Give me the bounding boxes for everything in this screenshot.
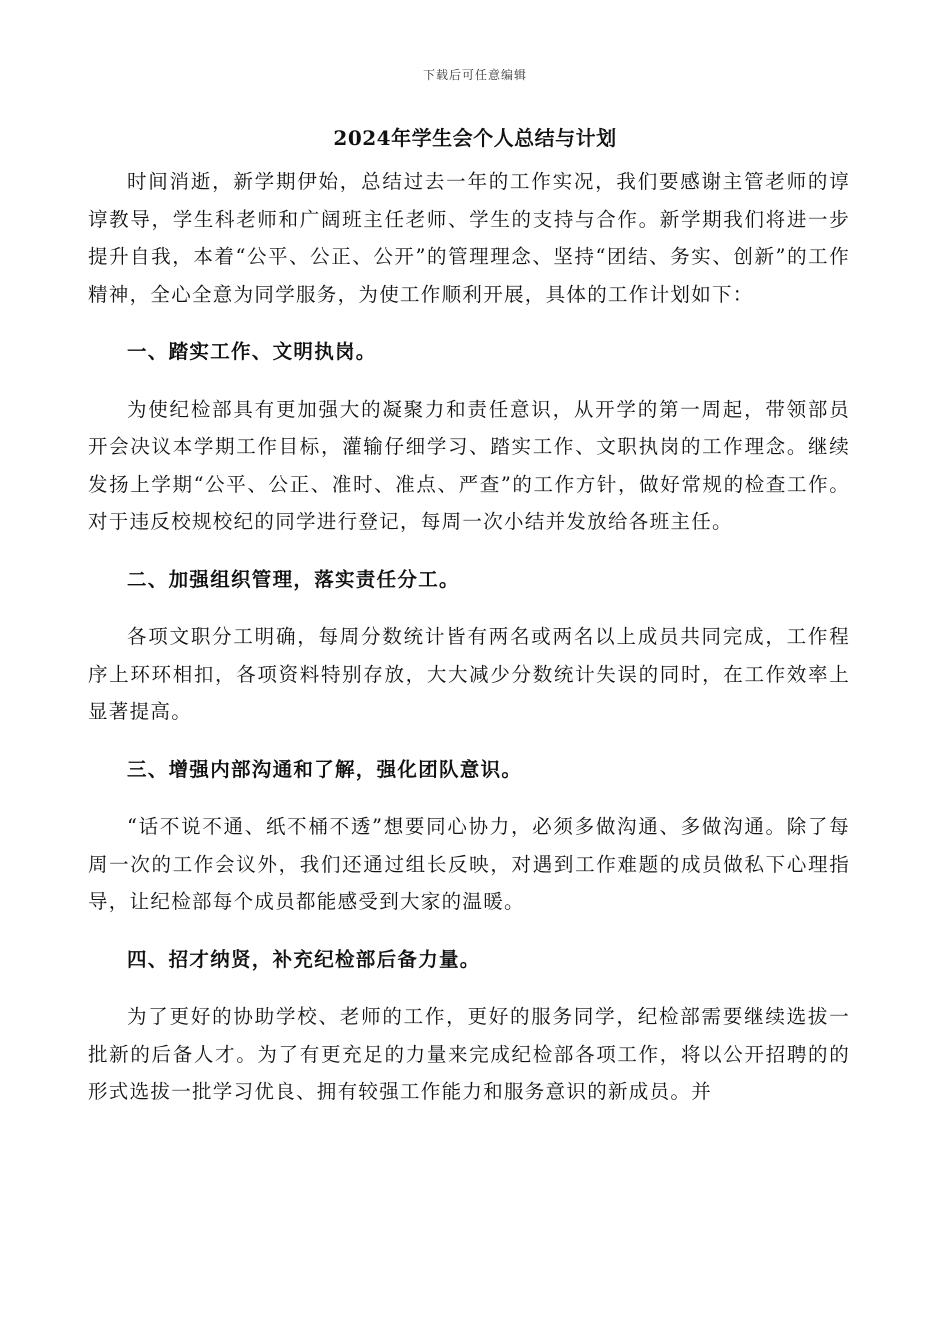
page-header-note: 下载后可任意编辑 [422, 68, 527, 82]
document-body [88, 163, 850, 1111]
section-2-heading: 二、加强组织管理，落实责任分工。 [127, 567, 460, 591]
section-1-heading: 一、踏实工作、文明执岗。 [127, 340, 377, 363]
section-3-body: “话不说不通、纸不桶不透”想要同心协力，必须多做沟通、多做沟通。除了每周一次的工作会议外，我们还通过组长反映，对遇到工作难题的成员做私下心理指导，让纪检部每个成员都能感受到大家的温暖。 [88, 815, 850, 913]
intro-paragraph: 时间消逝，新学期伊始，总结过去一年的工作实况，我们要感谢主管老师的谆谆教导，学生科老师和广阔班主任老师、学生的支持与合作。新学期我们将进一步提升自我，本着“公平、公正、公开”的管理理念、坚持“团结、务实、创新”的工作精神，全心全意为同学服务，为使工作顺利开展，具体的工作计划如下： [88, 170, 850, 306]
document-title: 2024年学生会个人总结与计划 [333, 126, 617, 150]
section-1-body: 为使纪检部具有更加强大的凝聚力和责任意识，从开学的第一周起，带领部员开会决议本学期工作目标，灌输仔细学习、踏实工作、文职执岗的工作理念。继续发扬上学期“公平、公正、准时、准点、严查”的工作方针，做好常规的检查工作。对于违反校规校纪的同学进行登记，每周一次小结并发放给各班主任。 [88, 397, 850, 533]
section-2-body: 各项文职分工明确，每周分数统计皆有两名或两名以上成员共同完成，工作程序上环环相扣，各项资料特别存放，大大减少分数统计失误的同时，在工作效率上显著提高。 [88, 625, 850, 723]
section-4-heading: 四、招才纳贤，补充纪检部后备力量。 [127, 947, 481, 971]
section-4-body: 为了更好的协助学校、老师的工作，更好的服务同学，纪检部需要继续选拔一批新的后备人才。为了有更充足的力量来完成纪检部各项工作，将以公开招聘的的形式选拔一批学习优良、拥有较强工作能力和服务意识的新成员。并 [88, 1005, 850, 1103]
section-3-heading: 三、增强内部沟通和了解，强化团队意识。 [127, 757, 523, 781]
